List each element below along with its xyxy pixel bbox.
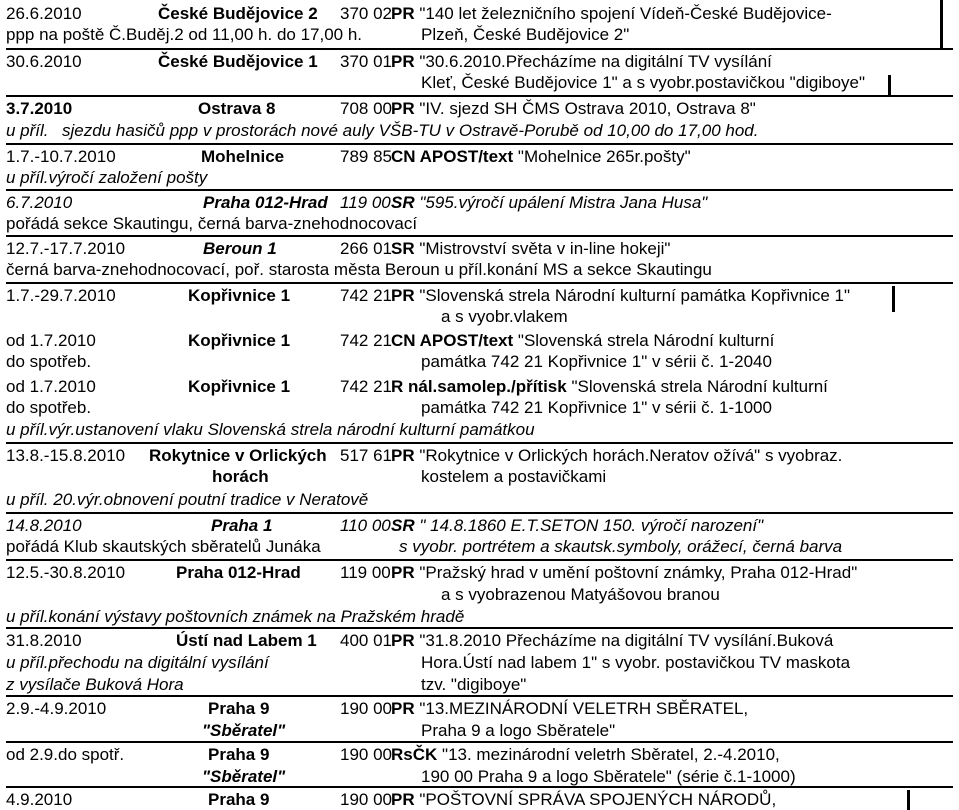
date-cell: 14.8.2010 [6,516,82,535]
record-line [6,584,953,605]
record-line [6,744,953,765]
note-cell: do spotřeb. [6,398,92,417]
record-line [6,489,953,510]
description-cell [391,630,833,651]
record-line [6,698,953,719]
description-cell: a s vyobrazenou Matyášovou branou [441,585,720,604]
date-cell: 30.6.2010 [6,52,82,71]
record-line [6,146,953,167]
row-divider [6,627,953,629]
postcode-cell: 266 01 [340,239,392,258]
description-text: "Mistrovství světa v in-line hokeji" [419,239,671,258]
date-cell: 31.8.2010 [6,631,82,650]
description-cell [391,285,850,306]
record-line [6,213,953,234]
description-cell [391,376,828,397]
record-line [6,419,953,440]
post-office-cell: Ostrava 8 [198,99,276,118]
postcode-cell: 119 00 [340,563,391,582]
row-divider [6,559,953,561]
type-code: PR [391,446,415,465]
type-code: SR [391,239,415,258]
type-code: PR [391,52,415,71]
type-code: PR [391,631,415,650]
record-line [6,445,953,466]
description-cell [391,238,670,259]
description-cell [391,192,707,213]
record-line [6,630,953,651]
row-divider [6,282,953,284]
note-cell: u příl. [6,121,49,140]
post-office-cell: horách [212,467,269,486]
description-cell [391,146,691,167]
column-border [940,0,943,48]
note-cell: sjezdu hasičů ppp v prostorách nové auly VŠB-TU v Ostravě-Porubě od 10,00 do 17,00 hod. [62,121,759,140]
row-divider [6,695,953,697]
record-line [6,720,953,741]
description-text: "Mohelnice 265r.pošty" [517,147,691,166]
postcode-cell: 708 00 [340,99,392,118]
row-divider [6,512,953,514]
type-code: SR [391,516,415,535]
post-office-cell: Ústí nad Labem 1 [176,631,317,650]
record-line [6,120,953,141]
column-border [888,75,891,97]
type-code: PR [391,99,415,118]
note-cell: černá barva-znehodnocovací, poř. starosta města Beroun u příl.konání MS a sekce Skautingu [6,260,712,279]
post-office-cell: Praha 9 [208,790,270,809]
row-divider [6,143,953,145]
record-line [6,351,953,372]
description-text: "IV. sjezd SH ČMS Ostrava 2010, Ostrava 8" [419,99,756,118]
description-cell [391,515,763,536]
row-divider [6,741,953,743]
record-line [6,606,953,627]
description-cell: Hora.Ústí nad labem 1" s vyobr. postavičkou TV maskota [421,653,851,672]
postcode-cell: 110 00 [340,516,391,535]
row-divider [6,189,953,191]
record-line [6,789,953,810]
row-divider [6,235,953,237]
note-cell: ppp na poště Č.Buděj.2 od 11,00 h. do 17,00 h. [6,25,363,44]
post-office-cell: Praha 012-Hrad [176,563,301,582]
postcode-cell: 742 21 [340,331,392,350]
record-line [6,51,953,72]
record-line [6,376,953,397]
note-cell: z vysílače Buková Hora [6,675,184,694]
date-cell: 1.7.-29.7.2010 [6,286,116,305]
postcode-cell: 190 00 [340,745,392,764]
date-cell: od 1.7.2010 [6,377,96,396]
description-cell: památka 742 21 Kopřivnice 1" v sérii č. 1-1000 [421,398,772,417]
record-line [6,515,953,536]
postcode-cell: 742 21 [340,286,392,305]
record-line [6,167,953,188]
record-line [6,285,953,306]
date-cell: 4.9.2010 [6,790,73,809]
description-text: "140 let železničního spojení Vídeň-České Budějovice- [419,4,832,23]
record-line [6,3,953,24]
description-cell [391,98,756,119]
post-office-cell: Rokytnice v Orlických [149,446,327,465]
record-line [6,192,953,213]
description-text: "13. mezinárodní veletrh Sběratel, 2.-4.2010, [442,745,780,764]
description-text: "595.výročí upálení Mistra Jana Husa" [419,193,708,212]
description-text: "30.6.2010.Přecházíme na digitální TV vysílání [419,52,772,71]
description-text: "13.MEZINÁRODNÍ VELETRH SBĚRATEL, [419,699,749,718]
description-cell [391,3,832,24]
type-code: PR [391,699,415,718]
row-divider [6,786,953,788]
description-cell [391,698,748,719]
description-cell: a s vyobr.vlakem [441,307,568,326]
type-code: PR [391,790,415,809]
record-line [6,652,953,673]
post-office-cell: Kopřivnice 1 [188,331,291,350]
postcode-cell: 742 21 [340,377,392,396]
type-code: PR [391,286,415,305]
postcode-cell: 517 61 [340,446,392,465]
record-line [6,24,953,45]
type-code: CN APOST/text [391,331,514,350]
note-cell: u příl.konání výstavy poštovních známek na Pražském hradě [6,607,465,626]
post-office-cell: České Budějovice 2 [158,4,318,23]
note-cell: u příl. 20.výr.obnovení poutní tradice v Neratově [6,490,369,509]
record-line [6,72,953,93]
column-border [907,790,910,810]
description-text: "Slovenská strela Národní kulturní [517,331,775,350]
type-code: PR [391,4,415,23]
description-text: "31.8.2010 Přecházíme na digitální TV vysílání.Buková [419,631,834,650]
column-border [892,286,895,312]
description-cell: Plzeň, České Budějovice 2" [421,25,630,44]
description-text: "Pražský hrad v umění poštovní známky, Praha 012-Hrad" [419,563,858,582]
post-office-cell: Kopřivnice 1 [188,286,291,305]
record-line [6,306,953,327]
post-office-cell: Praha 1 [211,516,273,535]
note-cell: u příl.výročí založení pošty [6,168,208,187]
post-office-cell: Praha 9 [208,745,270,764]
description-cell [391,330,774,351]
record-line [6,259,953,280]
type-code: RsČK [391,745,438,764]
post-office-cell: Praha 012-Hrad [203,193,328,212]
record-line [6,397,953,418]
description-text: "POŠTOVNÍ SPRÁVA SPOJENÝCH NÁRODŮ, [419,790,777,809]
type-code: CN APOST/text [391,147,514,166]
post-office-cell: České Budějovice 1 [158,52,318,71]
date-cell: 13.8.-15.8.2010 [6,446,126,465]
description-text: "Rokytnice v Orlických horách.Neratov ožívá" s vyobraz. [419,446,843,465]
postcode-cell: 370 02 [340,4,392,23]
postcode-cell: 370 01 [340,52,392,71]
description-cell [391,51,772,72]
record-line [6,330,953,351]
date-cell: 1.7.-10.7.2010 [6,147,116,166]
description-text: " 14.8.1860 E.T.SETON 150. výročí narození" [419,516,764,535]
description-text: "Slovenská strela Národní kulturní [571,377,828,396]
post-office-cell: Kopřivnice 1 [188,377,291,396]
description-cell [391,562,857,583]
description-cell [391,445,842,466]
description-text: "Slovenská strela Národní kulturní památka Kopřivnice 1" [419,286,851,305]
description-cell [391,744,780,765]
description-cell: s vyobr. portrétem a skautsk.symboly, orážecí, černá barva [399,537,843,556]
note-cell: pořádá Klub skautských sběratelů Junáka [6,537,321,556]
date-cell: 26.6.2010 [6,4,82,23]
postcode-cell: 190 00 [340,699,392,718]
description-cell: kostelem a postavičkami [421,467,607,486]
date-cell: 2.9.-4.9.2010 [6,699,107,718]
type-code: SR [391,193,415,212]
post-office-cell: "Sběratel" [202,767,286,786]
note-cell: u příl.přechodu na digitální vysílání [6,653,269,672]
description-cell: památka 742 21 Kopřivnice 1" v sérii č. 1-2040 [421,352,772,371]
description-cell: Praha 9 a logo Sběratele" [421,721,616,740]
note-cell: do spotřeb. [6,352,92,371]
post-office-cell: Beroun 1 [203,239,277,258]
post-office-cell: Praha 9 [208,699,270,718]
description-cell: Kleť, České Budějovice 1" a s vyobr.postavičkou "digiboye" [421,73,866,92]
postcode-cell: 119 00 [340,193,391,212]
date-cell: od 1.7.2010 [6,331,96,350]
record-line [6,238,953,259]
description-cell: 190 00 Praha 9 a logo Sběratele" (série č.1-1000) [421,767,796,786]
postcode-cell: 789 85 [340,147,392,166]
description-cell [391,789,776,810]
record-line [6,466,953,487]
record-line [6,562,953,583]
row-divider [6,442,953,444]
row-divider [6,95,953,97]
postcode-cell: 400 01 [340,631,392,650]
date-cell: 12.7.-17.7.2010 [6,239,126,258]
type-code: PR [391,563,415,582]
date-cell: 12.5.-30.8.2010 [6,563,126,582]
date-cell: 3.7.2010 [6,99,73,118]
record-line [6,766,953,787]
type-code: R nál.samolep./přítisk [391,377,567,396]
note-cell: u příl.výr.ustanovení vlaku Slovenská strela národní kulturní památkou [6,420,535,439]
date-cell: 6.7.2010 [6,193,73,212]
date-cell: od 2.9.do spotř. [6,745,125,764]
note-cell: pořádá sekce Skautingu, černá barva-znehodnocovací [6,214,418,233]
description-cell: tzv. "digiboye" [421,675,527,694]
record-line [6,536,953,557]
post-office-cell: "Sběratel" [202,721,286,740]
record-line [6,98,953,119]
postcode-cell: 190 00 [340,790,392,809]
row-divider [6,48,953,50]
record-line [6,674,953,695]
post-office-cell: Mohelnice [201,147,285,166]
